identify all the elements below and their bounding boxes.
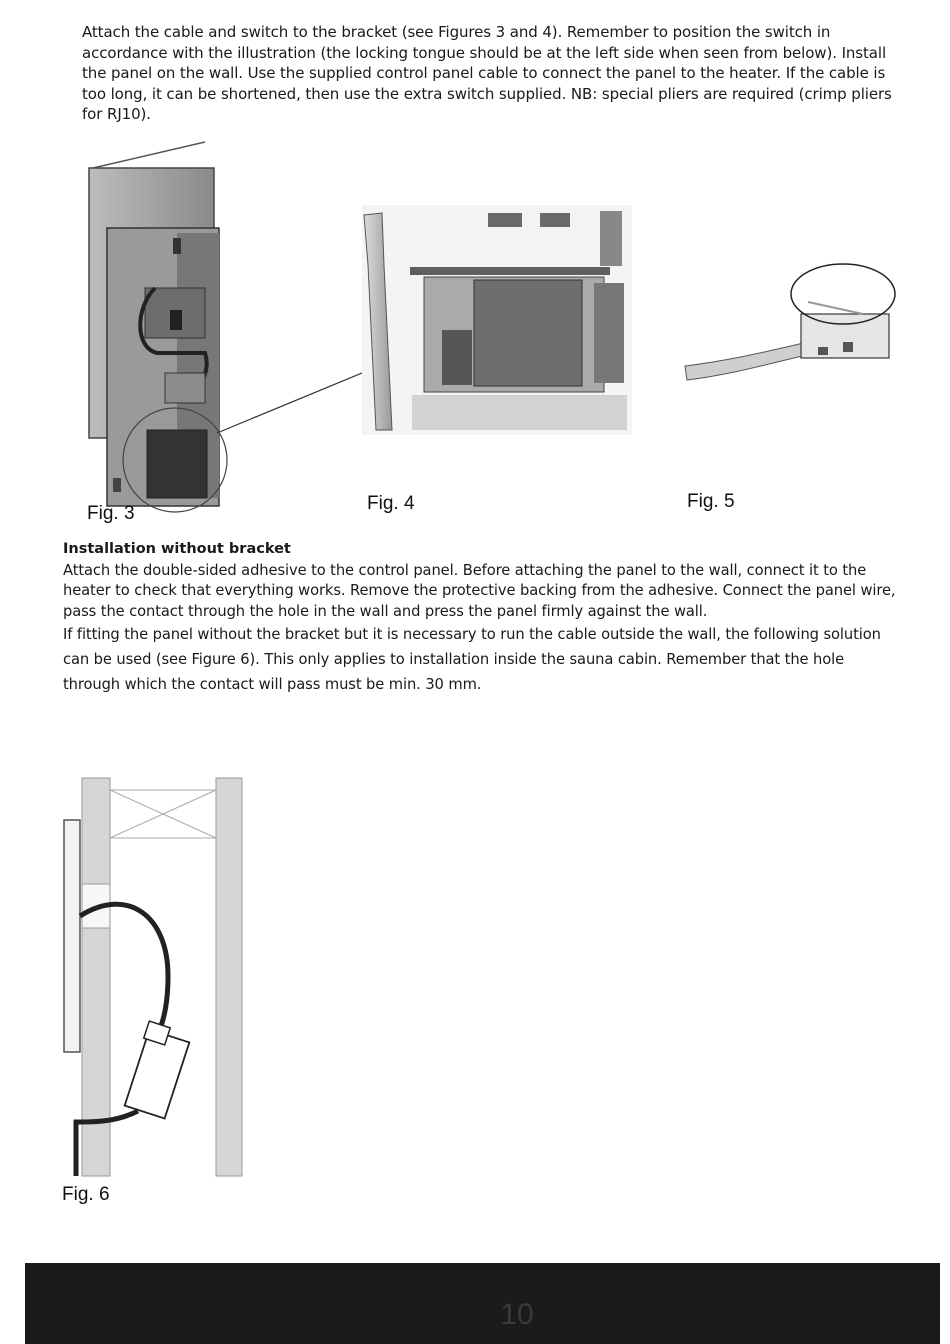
fig3-illustration xyxy=(85,138,315,518)
footer-bar xyxy=(25,1263,940,1344)
intro-paragraph: Attach the cable and switch to the bracket (see Figures 3 and 4). Remember to position the switch in accordance with the illustration (the locking tongue should be at the left side when seen from below). Install the panel on the wall. Use the supplied control panel cable to connect the panel to the heater. If the cable is too long, it can be shortened, then use the extra switch supplied. NB: special pliers are required (crimp pliers for RJ10). xyxy=(82,23,892,123)
fig6-illustration xyxy=(58,776,248,1181)
section-heading: Installation without bracket xyxy=(63,541,291,557)
fig4-caption: Fig. 4 xyxy=(367,493,415,514)
fig5-caption: Fig. 5 xyxy=(687,491,735,512)
fig3-caption: Fig. 3 xyxy=(87,503,135,524)
fig4-illustration xyxy=(362,205,632,435)
fig6-caption: Fig. 6 xyxy=(62,1184,110,1205)
fig5-illustration xyxy=(683,262,898,382)
page-number: 10 xyxy=(500,1298,534,1331)
section-paragraph-2: If fitting the panel without the bracket but it is necessary to run the cable outside the wall, the following solution can be used (see Figure 6). This only applies to installation inside the sauna cabin. Remember that the hole through which the contact will pass must be min. 30 mm. xyxy=(63,626,881,693)
section-paragraph-1: Attach the double-sided adhesive to the control panel. Before attaching the panel to the wall, connect it to the heater to check that everything works. Remove the protective backing from the adhesive. Connect the panel wire, pass the contact through the hole in the wall and press the panel firmly against the wall. xyxy=(63,562,896,620)
